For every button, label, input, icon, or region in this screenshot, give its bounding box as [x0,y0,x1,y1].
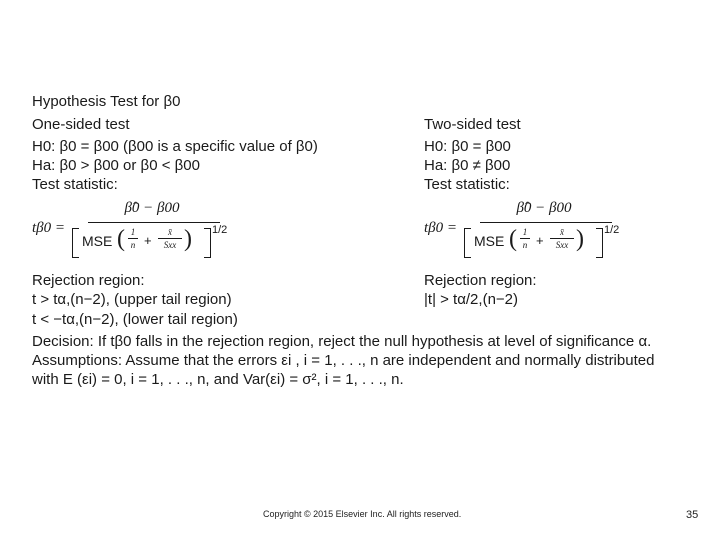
left-bracket [72,228,79,258]
right-bracket [596,228,603,258]
frac-one: 1 [522,227,528,237]
xbar-over-sxx [550,227,574,250]
formula-power: 1/2 [212,224,228,236]
close-paren: ) [576,226,584,252]
plus-sign: + [536,233,544,248]
two-sided-rejection-region: |t| > tα/2,(n−2) [424,291,519,308]
formula-denominator [72,224,228,258]
one-sided-rejection-upper: t > tα,(n−2), (upper tail region) [32,291,232,308]
two-sided-stat-label: Test statistic: [424,176,510,193]
fraction-bar [88,222,220,223]
one-sided-null-hypothesis: H0: β0 = β00 (β00 is a specific value of β0) [32,138,318,155]
one-sided-alt-hypothesis: Ha: β0 > β00 or β0 < β00 [32,157,200,174]
one-over-n [128,227,138,250]
assumptions-line-1: Assumptions: Assume that the errors εi , i = 1, . . ., n are independent and normally distributed [32,352,655,369]
one-sided-stat-label: Test statistic: [32,176,118,193]
frac-sxx: Sxx [163,240,177,250]
formula-denominator [464,224,620,258]
left-bracket [464,228,471,258]
mse-label: MSE [474,233,505,249]
plus-sign: + [144,233,152,248]
assumptions-line-2: with E (εi) = 0, i = 1, . . ., n, and Var(εi) = σ², i = 1, . . ., n. [32,371,404,388]
open-paren: ( [117,226,125,252]
slide-title: Hypothesis Test for β0 [32,93,181,110]
formula-power: 1/2 [604,224,620,236]
two-sided-test-statistic-formula [424,200,620,256]
two-sided-alt-hypothesis: Ha: β0 ≠ β00 [424,157,511,174]
fraction-bar [480,222,612,223]
frac-xbar: x̄ [168,227,172,237]
two-sided-rejection-label: Rejection region: [424,272,537,289]
open-paren: ( [509,226,517,252]
frac-xbar: x̄ [560,227,564,237]
mse-label: MSE [82,233,113,249]
copyright-footer: Copyright © 2015 Elsevier Inc. All rights reserved. [263,509,462,519]
two-sided-null-hypothesis: H0: β0 = β00 [424,138,511,155]
formula-lhs: tβ0 = [424,220,458,236]
xbar-over-sxx [158,227,182,250]
frac-n: n [130,240,136,250]
decision-text: Decision: If tβ0 falls in the rejection region, reject the null hypothesis at level of significance α. [32,333,652,350]
right-bracket [204,228,211,258]
one-sided-rejection-label: Rejection region: [32,272,145,289]
page-number: 35 [686,509,699,521]
one-over-n [520,227,530,250]
one-sided-rejection-lower: t < −tα,(n−2), (lower tail region) [32,311,238,328]
formula-lhs: tβ0 = [32,220,66,236]
frac-one: 1 [130,227,136,237]
frac-n: n [522,240,528,250]
two-sided-heading: Two-sided test [424,116,521,133]
formula-numerator: β̂0 − β00 [516,200,572,216]
close-paren: ) [184,226,192,252]
formula-numerator: β̂0 − β00 [124,200,180,216]
one-sided-heading: One-sided test [32,116,130,133]
frac-sxx: Sxx [555,240,569,250]
one-sided-test-statistic-formula [32,200,228,256]
